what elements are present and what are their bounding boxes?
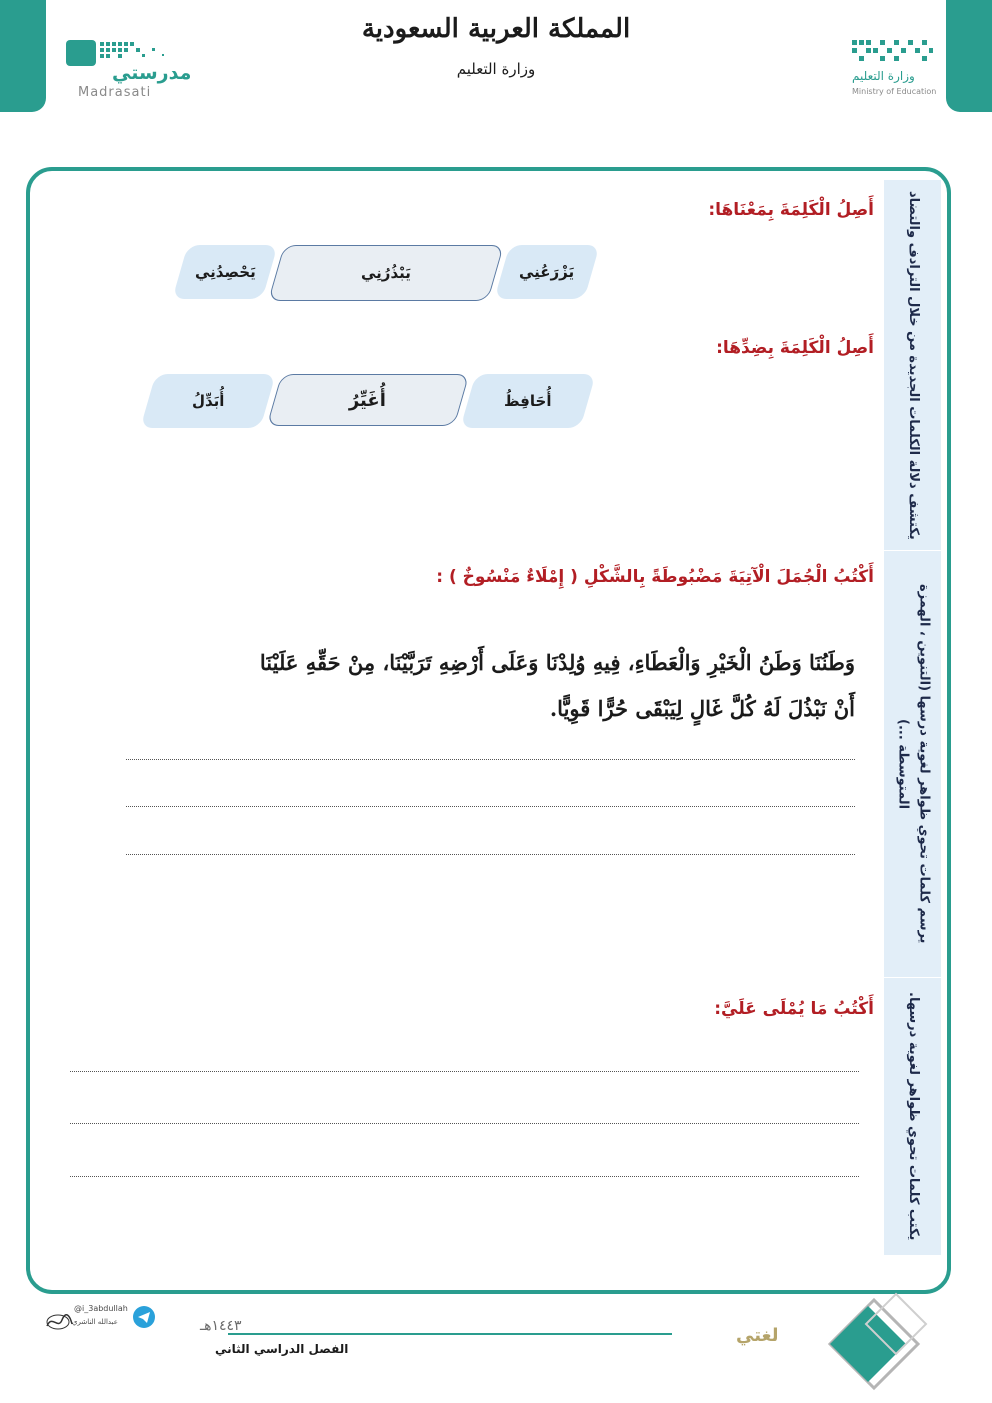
word-card-text: يَبْذُرُنِي — [361, 264, 411, 282]
writing-line[interactable] — [70, 1123, 859, 1124]
word-card-text: يَزْرَعُنِي — [519, 263, 575, 281]
objective-cell — [884, 180, 941, 550]
subject-label: لغتي — [736, 1325, 779, 1346]
passage-line: وَطَنُنَا وَطَنُ الْخَيْرِ وَالْعَطَاءِ، فِيهِ وُلِدْنَا وَعَلَى أَرْضِهِ تَرَبَّيْنَا، مِنْ حَقِّهِ عَلَيْنَا — [259, 650, 855, 675]
author-handle: @i_3abdullah — [74, 1304, 128, 1313]
objective-cell — [884, 550, 941, 977]
hijri-year: ١٤٤٣هـ — [200, 1318, 242, 1334]
writing-line[interactable] — [70, 1071, 859, 1072]
objective-cell — [884, 977, 941, 1255]
semester-label: الفصل الدراسي الثاني — [215, 1342, 349, 1356]
writing-line[interactable] — [126, 759, 855, 760]
word-card[interactable] — [494, 245, 599, 299]
telegram-icon — [133, 1306, 155, 1328]
word-card-text: يَحْصِدُنِي — [194, 263, 256, 281]
question-3-title: أَكْتُبُ الْجُمَلَ الْآتِيَةَ مَضْبُوطَةً بِالشَّكْلِ ( إِمْلَاءٌ مَنْسُوخٌ ) : — [436, 567, 874, 587]
passage-line: أَنْ نَبْذُلَ لَهُ كُلَّ غَالٍ لِيَبْقَى حُرًّا قَوِيًّا. — [549, 696, 855, 721]
question-2-title: أَصِلُ الْكَلِمَةَ بِضِدِّهَا: — [716, 338, 874, 358]
objective-text: يرسم كلمات تحوي ظواهر لغوية درسها (التنوين ، الهمزة المتوسطة ...) — [895, 584, 932, 944]
question-4-title: أَكْتُبُ مَا يُمْلَى عَلَيَّ: — [714, 999, 874, 1019]
question-1-title: أَصِلُ الْكَلِمَةَ بِمَعْنَاهَا: — [708, 200, 874, 220]
word-card[interactable] — [172, 245, 277, 299]
word-card[interactable] — [460, 374, 595, 428]
corner-decoration-right — [946, 0, 992, 112]
madrasati-name-en: Madrasati — [78, 85, 152, 100]
writing-line[interactable] — [70, 1176, 859, 1177]
word-card-selected[interactable] — [267, 374, 470, 426]
corner-decoration-left — [0, 0, 46, 112]
diamond-decoration-icon — [818, 1292, 928, 1392]
moe-logo-icon — [850, 36, 934, 68]
objectives-sidebar — [884, 180, 941, 1255]
objective-text: يكتب كلمات تحوي ظواهر لغوية درسها. — [905, 992, 921, 1241]
moe-name-ar: وزارة التعليم — [852, 69, 915, 83]
moe-name-en: Ministry of Education — [852, 87, 937, 96]
word-card-text: أُبَدِّلُ — [191, 392, 225, 410]
word-card-text: أُحَافِظُ — [504, 392, 552, 410]
ministry-title: وزارة التعليم — [456, 60, 536, 78]
writing-line[interactable] — [126, 806, 855, 807]
objective-text: يكتشف دلالة الكلمات الجديدة من خلال الترادف والتضاد — [905, 190, 921, 540]
word-card-text: أُغَيِّرُ — [349, 389, 387, 411]
dictation-passage — [120, 640, 855, 732]
signature-icon — [44, 1310, 74, 1334]
footer-line — [228, 1333, 672, 1335]
author-name: عبدالله الناشري — [72, 1318, 118, 1326]
word-card[interactable] — [140, 374, 275, 428]
madrasati-name-ar: مدرستي — [112, 62, 192, 84]
word-card-selected[interactable] — [268, 245, 504, 301]
kingdom-title: المملكة العربية السعودية — [361, 14, 631, 44]
writing-line[interactable] — [126, 854, 855, 855]
